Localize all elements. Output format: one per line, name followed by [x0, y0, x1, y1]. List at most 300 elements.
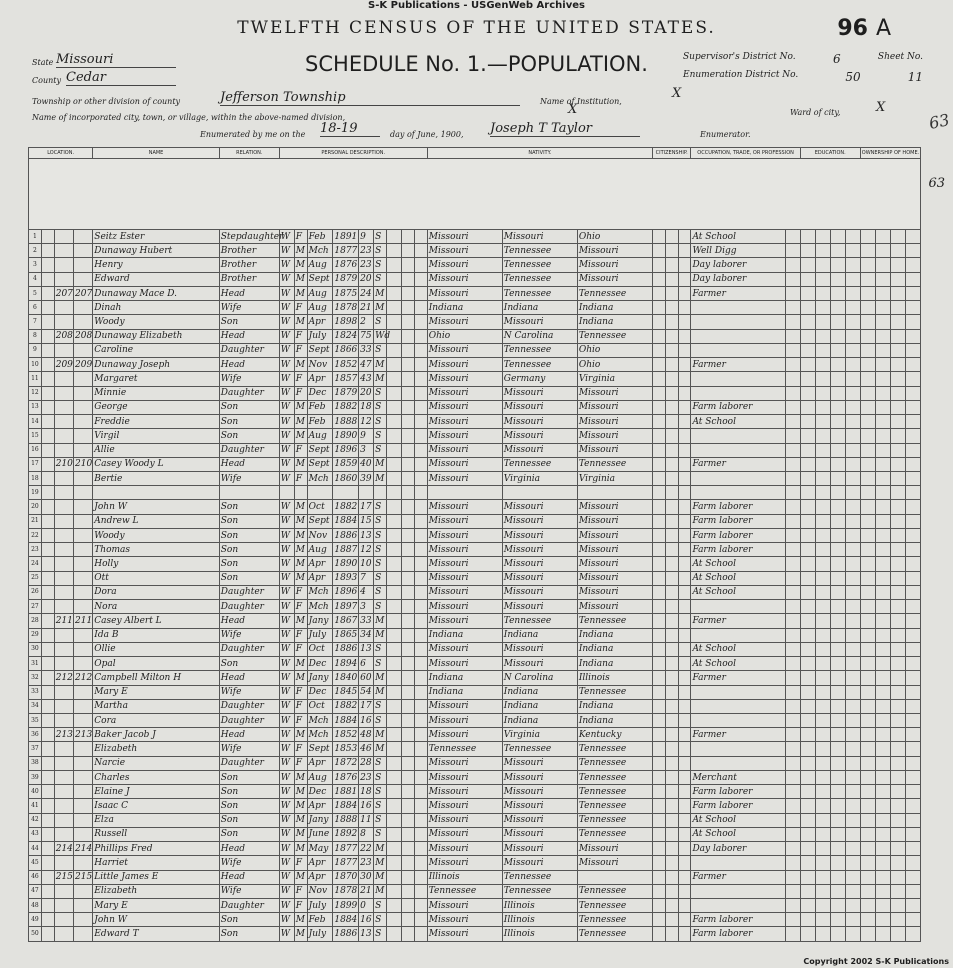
cell-father: Missouri: [502, 770, 577, 784]
cell-empty: [414, 443, 427, 457]
cell-empty: [800, 685, 815, 699]
cell-empty: [800, 614, 815, 628]
cell-month: Aug: [307, 543, 333, 557]
cell-empty: [800, 286, 815, 300]
cell-empty: [386, 728, 401, 742]
cell-occ: Farmer: [691, 671, 785, 685]
cell-empty: [830, 671, 845, 685]
cell-empty: [386, 699, 401, 713]
cell-place: Missouri: [427, 429, 502, 443]
table-row: [29, 785, 921, 799]
cell-name: Russell: [93, 827, 219, 841]
cell-empty: [678, 329, 691, 343]
cell-color: W: [279, 799, 294, 813]
cell-dw: [54, 258, 73, 272]
cell-empty: [386, 415, 401, 429]
cell-empty: [678, 671, 691, 685]
cell-empty: [860, 301, 875, 315]
cell-empty: [41, 827, 54, 841]
cell-sex: M: [294, 728, 307, 742]
cell-occ: Farm laborer: [691, 913, 785, 927]
cell-empty: [905, 244, 920, 258]
cell-month: Dec: [307, 657, 333, 671]
cell-empty: [890, 899, 905, 913]
cell-empty: [890, 585, 905, 599]
cell-empty: [890, 372, 905, 386]
cell-color: W: [279, 742, 294, 756]
cell-fam: [74, 514, 93, 528]
cell-empty: [860, 457, 875, 471]
cell-place: Illinois: [427, 870, 502, 884]
cell-empty: [665, 657, 678, 671]
cell-sex: M: [294, 557, 307, 571]
cell-fam: [74, 543, 93, 557]
table-row: [29, 230, 921, 244]
cell-empty: [652, 657, 665, 671]
cell-empty: [860, 827, 875, 841]
cell-empty: [41, 471, 54, 485]
cell-empty: [800, 713, 815, 727]
cell-empty: [860, 756, 875, 770]
cell-year: 1876: [333, 770, 359, 784]
cell-empty: [414, 699, 427, 713]
cell-fam: [74, 913, 93, 927]
cell-place: Missouri: [427, 842, 502, 856]
cell-empty: [414, 585, 427, 599]
cell-occ: At School: [691, 230, 785, 244]
cell-name: Seitz Ester: [93, 230, 219, 244]
cell-empty: [860, 927, 875, 942]
cell-rel: Son: [219, 543, 279, 557]
row-number: 20: [29, 500, 42, 514]
cell-sex: F: [294, 301, 307, 315]
cell-empty: [678, 856, 691, 870]
cell-empty: [785, 899, 800, 913]
cell-rel: Head: [219, 286, 279, 300]
cell-empty: [860, 657, 875, 671]
cell-empty: [678, 785, 691, 799]
cell-occ: [691, 372, 785, 386]
cell-mother: Indiana: [577, 628, 652, 642]
cell-empty: [414, 286, 427, 300]
cell-age: 2: [359, 315, 374, 329]
cell-sex: M: [294, 244, 307, 258]
cell-empty: [665, 415, 678, 429]
cell-month: Aug: [307, 258, 333, 272]
cell-empty: [875, 272, 890, 286]
cell-empty: [386, 557, 401, 571]
cell-empty: [401, 713, 414, 727]
cell-empty: [815, 927, 830, 942]
cell-empty: [860, 870, 875, 884]
cell-empty: [386, 813, 401, 827]
cell-sex: M: [294, 770, 307, 784]
cell-empty: [905, 286, 920, 300]
cell-age: 21: [359, 301, 374, 315]
cell-empty: [652, 528, 665, 542]
row-number: 25: [29, 571, 42, 585]
cell-year: [333, 486, 359, 500]
cell-sex: M: [294, 400, 307, 414]
cell-empty: [678, 642, 691, 656]
cell-age: 9: [359, 230, 374, 244]
cell-empty: [386, 443, 401, 457]
cell-year: 1860: [333, 471, 359, 485]
cell-empty: [401, 244, 414, 258]
cell-rel: Brother: [219, 258, 279, 272]
cell-empty: [401, 870, 414, 884]
row-number: 48: [29, 899, 42, 913]
cell-empty: [905, 386, 920, 400]
cell-empty: [785, 500, 800, 514]
cell-empty: [860, 315, 875, 329]
cell-place: Missouri: [427, 258, 502, 272]
cell-empty: [652, 415, 665, 429]
cell-rel: Head: [219, 870, 279, 884]
row-number: 9: [29, 343, 42, 357]
row-number: 23: [29, 543, 42, 557]
cell-mother: Indiana: [577, 699, 652, 713]
cell-empty: [800, 358, 815, 372]
cell-mar: M: [374, 457, 387, 471]
cell-month: Feb: [307, 913, 333, 927]
cell-empty: [815, 742, 830, 756]
cell-empty: [414, 785, 427, 799]
cell-empty: [815, 315, 830, 329]
cell-empty: [386, 614, 401, 628]
cell-month: Sept: [307, 272, 333, 286]
cell-color: W: [279, 443, 294, 457]
cell-place: Missouri: [427, 471, 502, 485]
cell-empty: [860, 842, 875, 856]
row-number: 24: [29, 557, 42, 571]
cell-empty: [652, 927, 665, 942]
cell-name: Isaac C: [93, 799, 219, 813]
cell-mother: Missouri: [577, 557, 652, 571]
cell-empty: [875, 358, 890, 372]
cell-year: 1884: [333, 913, 359, 927]
cell-empty: [665, 258, 678, 272]
cell-place: Tennessee: [427, 742, 502, 756]
cell-mother: [577, 486, 652, 500]
cell-empty: [41, 358, 54, 372]
cell-name: Virgil: [93, 429, 219, 443]
cell-place: Ohio: [427, 329, 502, 343]
cell-empty: [905, 543, 920, 557]
cell-mar: S: [374, 913, 387, 927]
cell-empty: [386, 286, 401, 300]
cell-empty: [800, 471, 815, 485]
cell-empty: [414, 742, 427, 756]
cell-empty: [386, 671, 401, 685]
cell-empty: [875, 429, 890, 443]
cell-empty: [386, 600, 401, 614]
cell-empty: [665, 699, 678, 713]
cell-mar: M: [374, 856, 387, 870]
cell-empty: [830, 543, 845, 557]
cell-empty: [665, 685, 678, 699]
cell-empty: [860, 742, 875, 756]
cell-empty: [830, 899, 845, 913]
cell-empty: [830, 500, 845, 514]
cell-empty: [890, 913, 905, 927]
cell-mar: S: [374, 500, 387, 514]
cell-father: Missouri: [502, 813, 577, 827]
table-row: [29, 286, 921, 300]
cell-empty: [905, 600, 920, 614]
cell-empty: [41, 386, 54, 400]
cell-father: Missouri: [502, 514, 577, 528]
cell-empty: [414, 372, 427, 386]
cell-empty: [845, 372, 860, 386]
cell-age: 43: [359, 372, 374, 386]
cell-empty: [665, 272, 678, 286]
cell-empty: [678, 528, 691, 542]
cell-month: Sept: [307, 514, 333, 528]
cell-color: W: [279, 514, 294, 528]
cell-empty: [414, 642, 427, 656]
cell-name: Dunaway Mace D.: [93, 286, 219, 300]
cell-mar: S: [374, 756, 387, 770]
cell-empty: [785, 343, 800, 357]
cell-dw: [54, 315, 73, 329]
cell-empty: [414, 899, 427, 913]
cell-empty: [401, 628, 414, 642]
table-row: [29, 699, 921, 713]
cell-mar: S: [374, 785, 387, 799]
cell-empty: [678, 927, 691, 942]
cell-empty: [875, 842, 890, 856]
cell-empty: [905, 486, 920, 500]
cell-empty: [875, 813, 890, 827]
cell-empty: [890, 842, 905, 856]
table-row: [29, 728, 921, 742]
cell-empty: [860, 286, 875, 300]
cell-empty: [830, 244, 845, 258]
cell-empty: [414, 927, 427, 942]
cell-age: 30: [359, 870, 374, 884]
cell-age: 6: [359, 657, 374, 671]
cell-mar: S: [374, 443, 387, 457]
cell-year: 1884: [333, 799, 359, 813]
cell-empty: [815, 429, 830, 443]
cell-month: May: [307, 842, 333, 856]
cell-sex: F: [294, 329, 307, 343]
cell-year: 1878: [333, 884, 359, 898]
cell-name: Elaine J: [93, 785, 219, 799]
cell-color: W: [279, 614, 294, 628]
cell-mother: Missouri: [577, 571, 652, 585]
cell-empty: [815, 713, 830, 727]
cell-father: Missouri: [502, 443, 577, 457]
cell-name: Ollie: [93, 642, 219, 656]
cell-empty: [665, 827, 678, 841]
cell-occ: [691, 884, 785, 898]
cell-name: Elizabeth: [93, 884, 219, 898]
cell-fam: 209: [74, 358, 93, 372]
cell-rel: Son: [219, 657, 279, 671]
cell-father: Germany: [502, 372, 577, 386]
cell-empty: [815, 358, 830, 372]
table-row: [29, 642, 921, 656]
cell-empty: [785, 614, 800, 628]
cell-empty: [386, 785, 401, 799]
cell-empty: [905, 500, 920, 514]
cell-empty: [401, 642, 414, 656]
row-number: 28: [29, 614, 42, 628]
cell-empty: [815, 813, 830, 827]
cell-rel: Son: [219, 514, 279, 528]
cell-mother: Virginia: [577, 372, 652, 386]
cell-empty: [785, 329, 800, 343]
table-body: [29, 230, 921, 942]
cell-age: 28: [359, 756, 374, 770]
cell-empty: [652, 315, 665, 329]
cell-empty: [845, 927, 860, 942]
cell-empty: [830, 642, 845, 656]
cell-empty: [414, 713, 427, 727]
cell-empty: [830, 514, 845, 528]
cell-color: W: [279, 528, 294, 542]
cell-place: Missouri: [427, 699, 502, 713]
col-nativity: NATIVITY.: [427, 148, 652, 159]
cell-empty: [41, 799, 54, 813]
cell-occ: Farm laborer: [691, 400, 785, 414]
cell-sex: F: [294, 856, 307, 870]
cell-sex: F: [294, 742, 307, 756]
cell-empty: [845, 500, 860, 514]
cell-empty: [652, 571, 665, 585]
cell-mother: Missouri: [577, 528, 652, 542]
cell-empty: [652, 286, 665, 300]
city-value: X: [568, 102, 578, 117]
cell-empty: [860, 770, 875, 784]
cell-occ: Farm laborer: [691, 500, 785, 514]
cell-dw: 208: [54, 329, 73, 343]
cell-name: Minnie: [93, 386, 219, 400]
cell-empty: [665, 301, 678, 315]
cell-rel: Daughter: [219, 699, 279, 713]
cell-color: W: [279, 685, 294, 699]
cell-empty: [678, 471, 691, 485]
cell-name: Martha: [93, 699, 219, 713]
cell-empty: [860, 358, 875, 372]
cell-empty: [652, 600, 665, 614]
cell-empty: [905, 571, 920, 585]
cell-empty: [905, 400, 920, 414]
cell-age: 46: [359, 742, 374, 756]
cell-year: 1892: [333, 827, 359, 841]
cell-month: Aug: [307, 770, 333, 784]
cell-empty: [401, 657, 414, 671]
cell-father: Tennessee: [502, 884, 577, 898]
cell-place: Missouri: [427, 827, 502, 841]
cell-age: 16: [359, 799, 374, 813]
cell-empty: [905, 870, 920, 884]
cell-empty: [800, 415, 815, 429]
cell-empty: [41, 286, 54, 300]
cell-empty: [41, 770, 54, 784]
table-row: [29, 429, 921, 443]
cell-empty: [800, 486, 815, 500]
cell-place: Indiana: [427, 628, 502, 642]
cell-empty: [41, 628, 54, 642]
table-row: [29, 315, 921, 329]
cell-empty: [800, 856, 815, 870]
cell-dw: [54, 713, 73, 727]
cell-empty: [785, 870, 800, 884]
cell-empty: [905, 272, 920, 286]
cell-rel: Brother: [219, 272, 279, 286]
row-number: 12: [29, 386, 42, 400]
cell-name: Opal: [93, 657, 219, 671]
cell-dw: 207: [54, 286, 73, 300]
cell-sex: F: [294, 600, 307, 614]
cell-month: Apr: [307, 756, 333, 770]
cell-empty: [905, 827, 920, 841]
state-value: Missouri: [56, 52, 176, 68]
cell-sex: M: [294, 272, 307, 286]
cell-mother: Missouri: [577, 585, 652, 599]
cell-empty: [678, 343, 691, 357]
table-row: [29, 543, 921, 557]
cell-mother: Illinois: [577, 671, 652, 685]
cell-fam: [74, 813, 93, 827]
cell-empty: [665, 429, 678, 443]
cell-empty: [386, 486, 401, 500]
cell-mother: Tennessee: [577, 813, 652, 827]
cell-empty: [386, 685, 401, 699]
institution-value: X: [672, 86, 682, 101]
cell-empty: [678, 443, 691, 457]
cell-fam: [74, 899, 93, 913]
cell-empty: [845, 628, 860, 642]
cell-empty: [845, 899, 860, 913]
cell-empty: [845, 415, 860, 429]
cell-fam: [74, 429, 93, 443]
cell-rel: Son: [219, 770, 279, 784]
cell-empty: [845, 600, 860, 614]
cell-year: 1872: [333, 756, 359, 770]
cell-empty: [414, 329, 427, 343]
cell-sex: M: [294, 358, 307, 372]
cell-empty: [890, 756, 905, 770]
row-number: 19: [29, 486, 42, 500]
cell-empty: [830, 713, 845, 727]
cell-empty: [652, 258, 665, 272]
cell-place: Missouri: [427, 386, 502, 400]
cell-empty: [665, 899, 678, 913]
cell-empty: [386, 343, 401, 357]
cell-sex: M: [294, 842, 307, 856]
table-row: [29, 514, 921, 528]
cell-age: 48: [359, 728, 374, 742]
cell-dw: 215: [54, 870, 73, 884]
cell-empty: [800, 899, 815, 913]
cell-empty: [665, 600, 678, 614]
cell-empty: [800, 571, 815, 585]
cell-empty: [665, 842, 678, 856]
cell-empty: [830, 742, 845, 756]
cell-empty: [665, 457, 678, 471]
cell-name: Woody: [93, 528, 219, 542]
cell-empty: [860, 557, 875, 571]
cell-year: 1888: [333, 415, 359, 429]
cell-mother: [577, 870, 652, 884]
table-row: [29, 571, 921, 585]
cell-empty: [845, 913, 860, 927]
cell-month: Nov: [307, 528, 333, 542]
